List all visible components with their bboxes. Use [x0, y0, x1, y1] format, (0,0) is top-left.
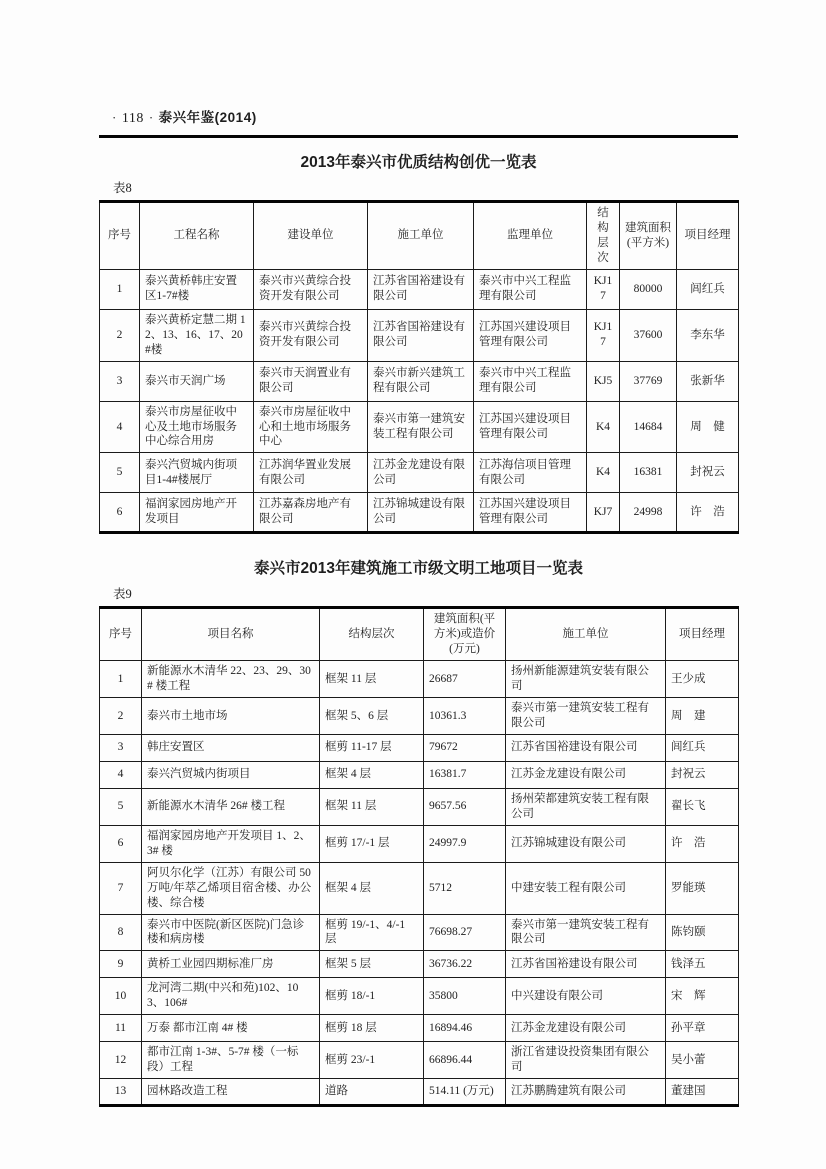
table-cell: 2 — [100, 698, 142, 735]
table-cell: 12 — [100, 1042, 142, 1079]
table8 — [99, 200, 739, 534]
table-cell: 框剪 11-17 层 — [320, 734, 424, 761]
table-cell: 6 — [100, 493, 140, 533]
table-row — [100, 698, 739, 735]
table-cell: 江苏金龙建设有限公司 — [506, 1015, 666, 1042]
page-number-dot-right: · — [148, 110, 154, 125]
table-cell: 泰兴汽贸城内街项目1-4#楼展厅 — [140, 453, 254, 493]
table-cell: 24998 — [620, 493, 677, 533]
table-cell: 36736.22 — [424, 951, 506, 978]
table-cell: 江苏嘉森房地产有限公司 — [254, 493, 368, 533]
table-cell: 宋 辉 — [666, 978, 739, 1015]
table-cell: 13 — [100, 1079, 142, 1106]
page-number-dot-left: · — [112, 110, 117, 125]
table-cell: 江苏金龙建设有限公司 — [368, 453, 474, 493]
table-cell: 扬州新能源建筑安装有限公司 — [506, 661, 666, 698]
table8-section — [99, 150, 738, 534]
table-cell: 罗能瑛 — [666, 862, 739, 914]
table9-head — [100, 608, 739, 661]
column-header: 项目名称 — [142, 608, 320, 661]
table-cell: 80000 — [620, 269, 677, 309]
table-row — [100, 761, 739, 788]
table-cell: 76698.27 — [424, 914, 506, 951]
table-cell: 框架 4 层 — [320, 862, 424, 914]
column-header: 施工单位 — [368, 202, 474, 270]
table-row — [100, 1015, 739, 1042]
table-cell: K4 — [587, 401, 620, 453]
table-cell: 江苏省国裕建设有限公司 — [368, 309, 474, 361]
table-cell: 9 — [100, 951, 142, 978]
column-header: 序号 — [100, 608, 142, 661]
table-row — [100, 951, 739, 978]
table-cell: 框架 11 层 — [320, 661, 424, 698]
table-cell: 26687 — [424, 661, 506, 698]
column-header: 建设单位 — [254, 202, 368, 270]
table-cell: 16381 — [620, 453, 677, 493]
table-cell: 3 — [100, 734, 142, 761]
table-cell: 孙平章 — [666, 1015, 739, 1042]
table-cell: 框架 5、6 层 — [320, 698, 424, 735]
table-cell: 新能源水木清华 22、23、29、30# 楼工程 — [142, 661, 320, 698]
table-cell: 5 — [100, 453, 140, 493]
table-cell: 35800 — [424, 978, 506, 1015]
table-row — [100, 493, 739, 533]
table-cell: 框剪 17/-1 层 — [320, 825, 424, 862]
table-cell: 8 — [100, 914, 142, 951]
table-cell: 泰兴市中兴工程监理有限公司 — [474, 269, 587, 309]
table8-body — [100, 269, 739, 533]
table-cell: 79672 — [424, 734, 506, 761]
table-cell: 扬州荣都建筑安装工程有限公司 — [506, 788, 666, 825]
table-cell: 泰兴市中兴工程监理有限公司 — [474, 361, 587, 401]
table-cell: 江苏锦城建设有限公司 — [368, 493, 474, 533]
table-cell: 江苏省国裕建设有限公司 — [506, 951, 666, 978]
table-cell: 新能源水木清华 26# 楼工程 — [142, 788, 320, 825]
table-cell: 闾红兵 — [677, 269, 739, 309]
table-cell: 园林路改造工程 — [142, 1079, 320, 1106]
table-cell: 闾红兵 — [666, 734, 739, 761]
table8-title: 2013年泰兴市优质结构创优一览表 — [300, 154, 537, 171]
table-cell: 中建安装工程有限公司 — [506, 862, 666, 914]
table-cell: 3 — [100, 361, 140, 401]
page-content — [99, 106, 738, 1107]
table-cell: 泰兴市第一建筑安装工程有限公司 — [506, 914, 666, 951]
table-cell: 钱泽五 — [666, 951, 739, 978]
book-title: 泰兴年鉴(2014) — [158, 110, 257, 125]
table-row — [100, 788, 739, 825]
table-cell: 周 建 — [666, 698, 739, 735]
table-cell: 9657.56 — [424, 788, 506, 825]
header-row — [100, 608, 739, 661]
table-cell: 泰兴市兴黄综合投资开发有限公司 — [254, 269, 368, 309]
table-cell: 6 — [100, 825, 142, 862]
table-cell: 张新华 — [677, 361, 739, 401]
table-row — [100, 661, 739, 698]
table-cell: 阿贝尔化学（江苏）有限公司 50 万吨/年萃乙烯项目宿舍楼、办公楼、综合楼 — [142, 862, 320, 914]
table-cell: 泰兴市第一建筑安装工程有限公司 — [506, 698, 666, 735]
table-cell: KJ17 — [587, 269, 620, 309]
column-header: 结构层次 — [320, 608, 424, 661]
table-cell: 16894.46 — [424, 1015, 506, 1042]
table-cell: 翟长飞 — [666, 788, 739, 825]
table-row — [100, 269, 739, 309]
table-row — [100, 1042, 739, 1079]
table-cell: 李东华 — [677, 309, 739, 361]
table-cell: 江苏锦城建设有限公司 — [506, 825, 666, 862]
table-cell: 66896.44 — [424, 1042, 506, 1079]
table-cell: 4 — [100, 401, 140, 453]
table-cell: 周 健 — [677, 401, 739, 453]
table-cell: 江苏国兴建设项目管理有限公司 — [474, 493, 587, 533]
table-cell: 5 — [100, 788, 142, 825]
table-cell: 陈钧颐 — [666, 914, 739, 951]
table-cell: KJ7 — [587, 493, 620, 533]
table-cell: 韩庄安置区 — [142, 734, 320, 761]
table-cell: 江苏省国裕建设有限公司 — [368, 269, 474, 309]
table-cell: 泰兴市新兴建筑工程有限公司 — [368, 361, 474, 401]
table-cell: 万泰 都市江南 4# 楼 — [142, 1015, 320, 1042]
table-cell: 封祝云 — [677, 453, 739, 493]
table-cell: KJ5 — [587, 361, 620, 401]
table-cell: 泰兴汽贸城内街项目 — [142, 761, 320, 788]
table-cell: 泰兴市中医院(新区医院)门急诊楼和病房楼 — [142, 914, 320, 951]
table-cell: 框剪 18/-1 — [320, 978, 424, 1015]
table-cell: 泰兴黄桥韩庄安置区1-7#楼 — [140, 269, 254, 309]
table-cell: 王少成 — [666, 661, 739, 698]
table-cell: 5712 — [424, 862, 506, 914]
table-cell: 4 — [100, 761, 142, 788]
table-cell: 道路 — [320, 1079, 424, 1106]
table-cell: 10 — [100, 978, 142, 1015]
table-row — [100, 914, 739, 951]
table-cell: 都市江南 1-3#、5-7# 楼（一标段）工程 — [142, 1042, 320, 1079]
table-cell: 框剪 23/-1 — [320, 1042, 424, 1079]
table-cell: 江苏省国裕建设有限公司 — [506, 734, 666, 761]
table-cell: 江苏国兴建设项目管理有限公司 — [474, 401, 587, 453]
table-cell: 1 — [100, 661, 142, 698]
table-cell: 董建国 — [666, 1079, 739, 1106]
table-row — [100, 862, 739, 914]
table-cell: 框架 11 层 — [320, 788, 424, 825]
table-cell: 许 浩 — [666, 825, 739, 862]
table-cell: 泰兴市第一建筑安装工程有限公司 — [368, 401, 474, 453]
column-header: 施工单位 — [506, 608, 666, 661]
table-cell: 泰兴市兴黄综合投资开发有限公司 — [254, 309, 368, 361]
table-cell: 框架 4 层 — [320, 761, 424, 788]
table-row — [100, 401, 739, 453]
table-cell: 泰兴黄桥定慧二期 12、13、16、17、20#楼 — [140, 309, 254, 361]
table-cell: 泰兴市房屋征收中心和土地市场服务中心 — [254, 401, 368, 453]
page-number: 118 — [121, 111, 144, 126]
column-header: 序号 — [100, 202, 140, 270]
column-header: 结构层次 — [587, 202, 620, 270]
table-row — [100, 361, 739, 401]
table-row — [100, 309, 739, 361]
table-row — [100, 453, 739, 493]
table-cell: 泰兴市土地市场 — [142, 698, 320, 735]
header-divider — [99, 135, 738, 138]
header-row — [100, 202, 739, 270]
table-cell: 1 — [100, 269, 140, 309]
table-cell: 14684 — [620, 401, 677, 453]
column-header: 项目经理 — [666, 608, 739, 661]
table-cell: 封祝云 — [666, 761, 739, 788]
table-cell: 7 — [100, 862, 142, 914]
table-cell: 37769 — [620, 361, 677, 401]
table9-body — [100, 661, 739, 1106]
table-row — [100, 978, 739, 1015]
table-row — [100, 734, 739, 761]
table-cell: 江苏润华置业发展有限公司 — [254, 453, 368, 493]
table-cell: 37600 — [620, 309, 677, 361]
table-cell: 吴小蕾 — [666, 1042, 739, 1079]
table-cell: 许 浩 — [677, 493, 739, 533]
table-cell: 江苏鹏腾建筑有限公司 — [506, 1079, 666, 1106]
table8-label: 表8 — [113, 181, 132, 195]
table8-head — [100, 202, 739, 270]
table-cell: 514.11 (万元) — [424, 1079, 506, 1106]
column-header: 工程名称 — [140, 202, 254, 270]
table-cell: 2 — [100, 309, 140, 361]
column-header: 监理单位 — [474, 202, 587, 270]
table9-label: 表9 — [113, 587, 132, 602]
column-header: 项目经理 — [677, 202, 739, 270]
table-cell: 黄桥工业园四期标准厂房 — [142, 951, 320, 978]
table-cell: 24997.9 — [424, 825, 506, 862]
table-cell: K4 — [587, 453, 620, 493]
table-cell: 浙江省建设投资集团有限公司 — [506, 1042, 666, 1079]
table-cell: 福润家园房地产开发项目 — [140, 493, 254, 533]
table-cell: 中兴建设有限公司 — [506, 978, 666, 1015]
table-cell: 泰兴市房屋征收中心及土地市场服务中心综合用房 — [140, 401, 254, 453]
table-cell: 10361.3 — [424, 698, 506, 735]
table9 — [99, 606, 739, 1107]
table-cell: 泰兴市天润置业有限公司 — [254, 361, 368, 401]
table-row — [100, 825, 739, 862]
page-header — [99, 106, 738, 127]
table-cell: 16381.7 — [424, 761, 506, 788]
table9-title: 泰兴市2013年建筑施工市级文明工地项目一览表 — [254, 560, 583, 578]
table-cell: 江苏海信项目管理有限公司 — [474, 453, 587, 493]
table9-section — [99, 556, 738, 1107]
table-cell: 江苏金龙建设有限公司 — [506, 761, 666, 788]
table-cell: 泰兴市天润广场 — [140, 361, 254, 401]
table-cell: 框剪 19/-1、4/-1 层 — [320, 914, 424, 951]
column-header: 建筑面积(平方米)或造价(万元) — [424, 608, 506, 661]
table-cell: 框架 5 层 — [320, 951, 424, 978]
column-header: 建筑面积(平方米) — [620, 202, 677, 270]
table-row — [100, 1079, 739, 1106]
table-cell: KJ17 — [587, 309, 620, 361]
table-cell: 江苏国兴建设项目管理有限公司 — [474, 309, 587, 361]
table-cell: 11 — [100, 1015, 142, 1042]
table-cell: 龙河湾二期(中兴和苑)102、103、106# — [142, 978, 320, 1015]
table-cell: 福润家园房地产开发项目 1、2、3# 楼 — [142, 825, 320, 862]
table-cell: 框剪 18 层 — [320, 1015, 424, 1042]
